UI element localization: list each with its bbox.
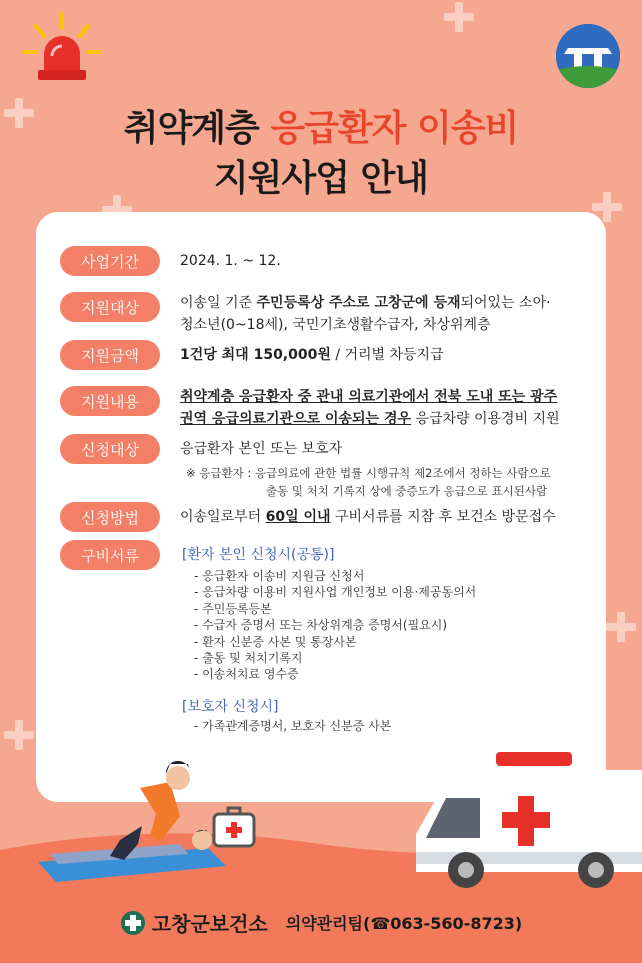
siren-icon <box>22 12 102 87</box>
list-item: - 수급자 증명서 또는 차상위계층 증명서(필요시) <box>194 617 476 633</box>
label-period: 사업기간 <box>60 246 160 276</box>
docs-guardian-list <box>194 718 391 734</box>
docs-guardian-title: [보호자 신청시] <box>182 699 279 715</box>
label-applicant: 신청대상 <box>60 434 160 464</box>
list-item: - 응급차량 이용비 지원사업 개인정보 이용·제공동의서 <box>194 584 476 600</box>
row-method <box>60 502 596 532</box>
list-item: - 이송처치료 영수증 <box>194 666 476 682</box>
label-method: 신청방법 <box>60 502 160 532</box>
info-card <box>36 212 606 802</box>
ambulance-illustration <box>410 752 642 892</box>
label-amount: 지원금액 <box>60 340 160 370</box>
docs-self-title: [환자 본인 신청시(공통)] <box>182 547 335 563</box>
cross-decoration <box>606 612 636 642</box>
target-text: 이송일 기준 주민등록상 주소로 고창군에 등재되어있는 소아· 청소년(0~18세), 국민기초생활수급자, 차상위계층 <box>180 295 551 333</box>
list-item: - 가족관계증명서, 보호자 신분증 사본 <box>194 718 391 734</box>
row-content <box>60 386 596 430</box>
cross-decoration <box>444 2 474 32</box>
cross-decoration <box>4 720 34 750</box>
docs-self-list <box>194 568 476 683</box>
applicant-text: 응급환자 본인 또는 보호자 <box>180 441 343 457</box>
gochang-logo <box>556 24 620 88</box>
cpr-illustration <box>30 756 260 886</box>
row-target <box>60 292 596 336</box>
list-item: - 주민등록등본 <box>194 601 476 617</box>
label-target: 지원대상 <box>60 292 160 322</box>
period-text: 2024. 1. ~ 12. <box>180 253 281 269</box>
applicant-note: ※ 응급환자 : 응급의료에 관한 법률 시행규칙 제2조에서 정하는 사람으로 출동 및 처치 기록지 상에 중증도가 응급으로 표시된사람 <box>186 466 551 498</box>
list-item: - 환자 신분증 사본 및 통장사본 <box>194 634 476 650</box>
content-text: 취약계층 응급환자 중 관내 의료기관에서 전북 도내 또는 광주 권역 응급의료기관으로 이송되는 경우 응급차량 이용경비 지원 <box>180 389 560 427</box>
team-contact: 의약관리팀(☎063-560-8723) <box>285 914 523 933</box>
row-amount <box>60 340 596 370</box>
method-text: 이송일로부터 60일 이내 구비서류를 지참 후 보건소 방문접수 <box>180 509 556 525</box>
list-item: - 응급환자 이송비 지원금 신청서 <box>194 568 476 584</box>
amount-text: 1건당 최대 150,000원 / 거리별 차등지급 <box>180 347 444 363</box>
footer <box>0 900 642 945</box>
page-title-line2: 지원사업 안내 <box>213 158 429 199</box>
row-period <box>60 246 596 276</box>
label-docs: 구비서류 <box>60 540 160 570</box>
list-item: - 출동 및 처치기록지 <box>194 650 476 666</box>
health-center-icon <box>120 910 146 936</box>
label-content: 지원내용 <box>60 386 160 416</box>
org-name: 고창군보건소 <box>151 912 268 936</box>
row-applicant <box>60 434 596 464</box>
page-title: 취약계층 응급환자 이송비 <box>123 108 519 149</box>
